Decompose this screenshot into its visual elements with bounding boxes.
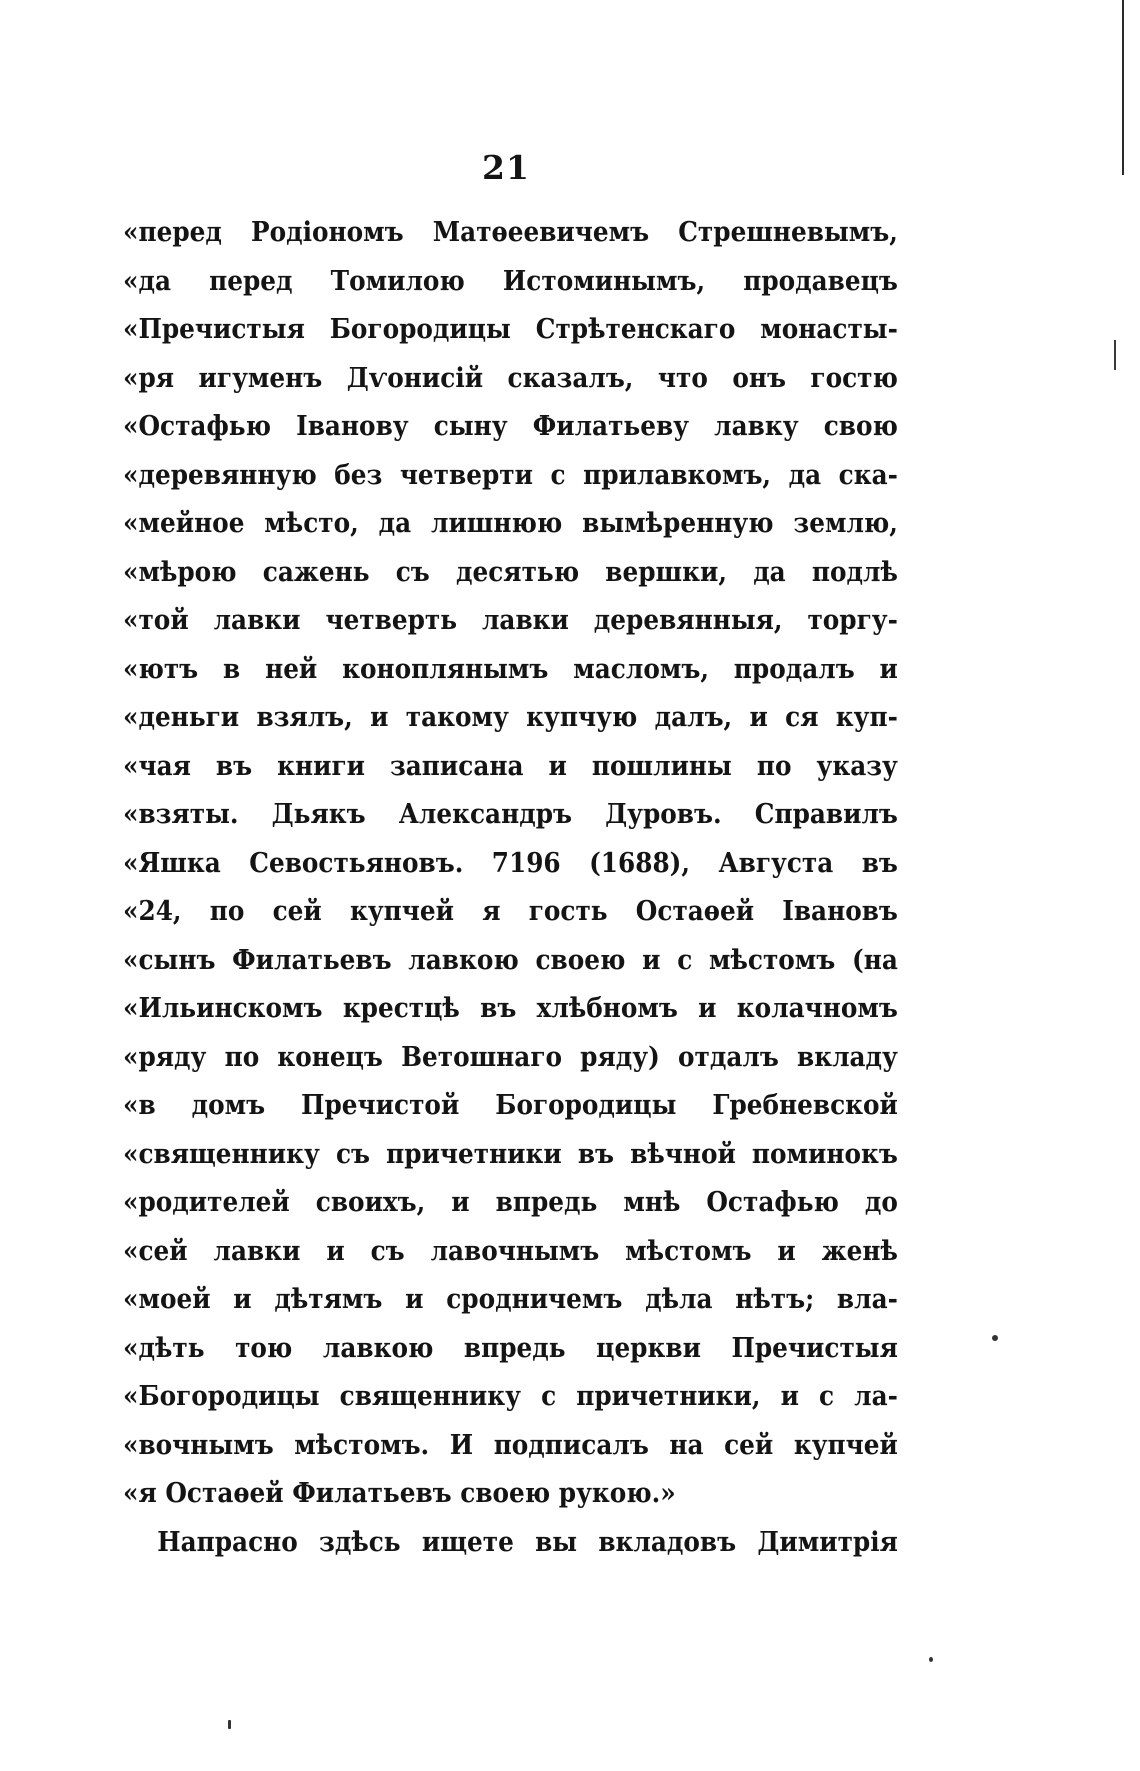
text-line: «взяты. Дьякъ Александръ Дуровъ. Справилъ [123,798,898,830]
text-line: «священнику съ причетники въ вѣчной поминокъ [123,1137,898,1170]
text-line: «да перед Томилою Истоминымъ, продавецъ [123,264,898,297]
text-line: «ря игуменъ Дѵонисій сказалъ, что онъ гостю [123,361,898,394]
text-line: «Остафью Іванову сыну Филатьеву лавку свою [123,410,898,442]
text-line: «я Остаѳей Филатьевъ своею рукою.» [123,1477,676,1509]
text-line: «деньги взялъ, и такому купчую далъ, и ся куп- [123,701,898,733]
page-edge-mark [1114,340,1116,370]
text-line: «ряду по конецъ Ветошнаго ряду) отдалъ вкладу [123,1040,898,1073]
text-line: «родителей своихъ, и впредь мнѣ Остафью до [123,1186,898,1218]
text-line: «в домъ Пречистой Богородицы Гребневской [123,1089,898,1121]
text-line: «ютъ в ней коноплянымъ масломъ, продалъ и [123,652,898,685]
text-line: «вочнымъ мѣстомъ. И подписалъ на сей купчей [123,1428,898,1461]
text-line: «Ильинскомъ крестцѣ въ хлѣбномъ и колачномъ [123,992,898,1024]
text-line: «сей лавки и съ лавочнымъ мѣстомъ и женѣ [123,1234,898,1267]
text-line: «дѣть тою лавкою впредь церкви Пречистыя [123,1331,898,1364]
text-line: «Пречистыя Богородицы Стрѣтенскаго монасты- [123,313,898,345]
text-line: «мѣрою сажень съ десятью вершки, да подлѣ [123,555,898,588]
text-line: «моей и дѣтямъ и сродничемъ дѣла нѣтъ; вла- [123,1283,898,1315]
page-edge-line [1122,0,1124,175]
print-speck [992,1335,998,1341]
paragraph-start-line: Напрасно здѣсь ищете вы вкладовъ Димитрія [157,1525,898,1558]
print-speck [929,1657,933,1662]
text-line: «перед Родіономъ Матѳеевичемъ Стрешневымъ, [123,216,898,248]
text-line: «24, по сей купчей я гость Остаѳей Івановъ [123,895,898,927]
body-text [123,208,898,1566]
text-line: «Богородицы священнику с причетники, и с ла- [123,1380,898,1412]
print-speck [228,1720,231,1729]
text-line: «чая въ книги записана и пошлины по указу [123,749,898,782]
text-line: «сынъ Филатьевъ лавкою своею и с мѣстомъ (на [123,943,898,976]
text-line: «той лавки четверть лавки деревянныя, торгу- [123,604,898,636]
text-line: «мейное мѣсто, да лишнюю вымѣренную землю, [123,507,898,539]
text-line: «Яшка Севостьяновъ. 7196 (1688), Августа въ [123,846,898,879]
text-line: «деревянную без четверти с прилавкомъ, да ска- [123,458,898,491]
page-number: 21 [482,148,530,187]
